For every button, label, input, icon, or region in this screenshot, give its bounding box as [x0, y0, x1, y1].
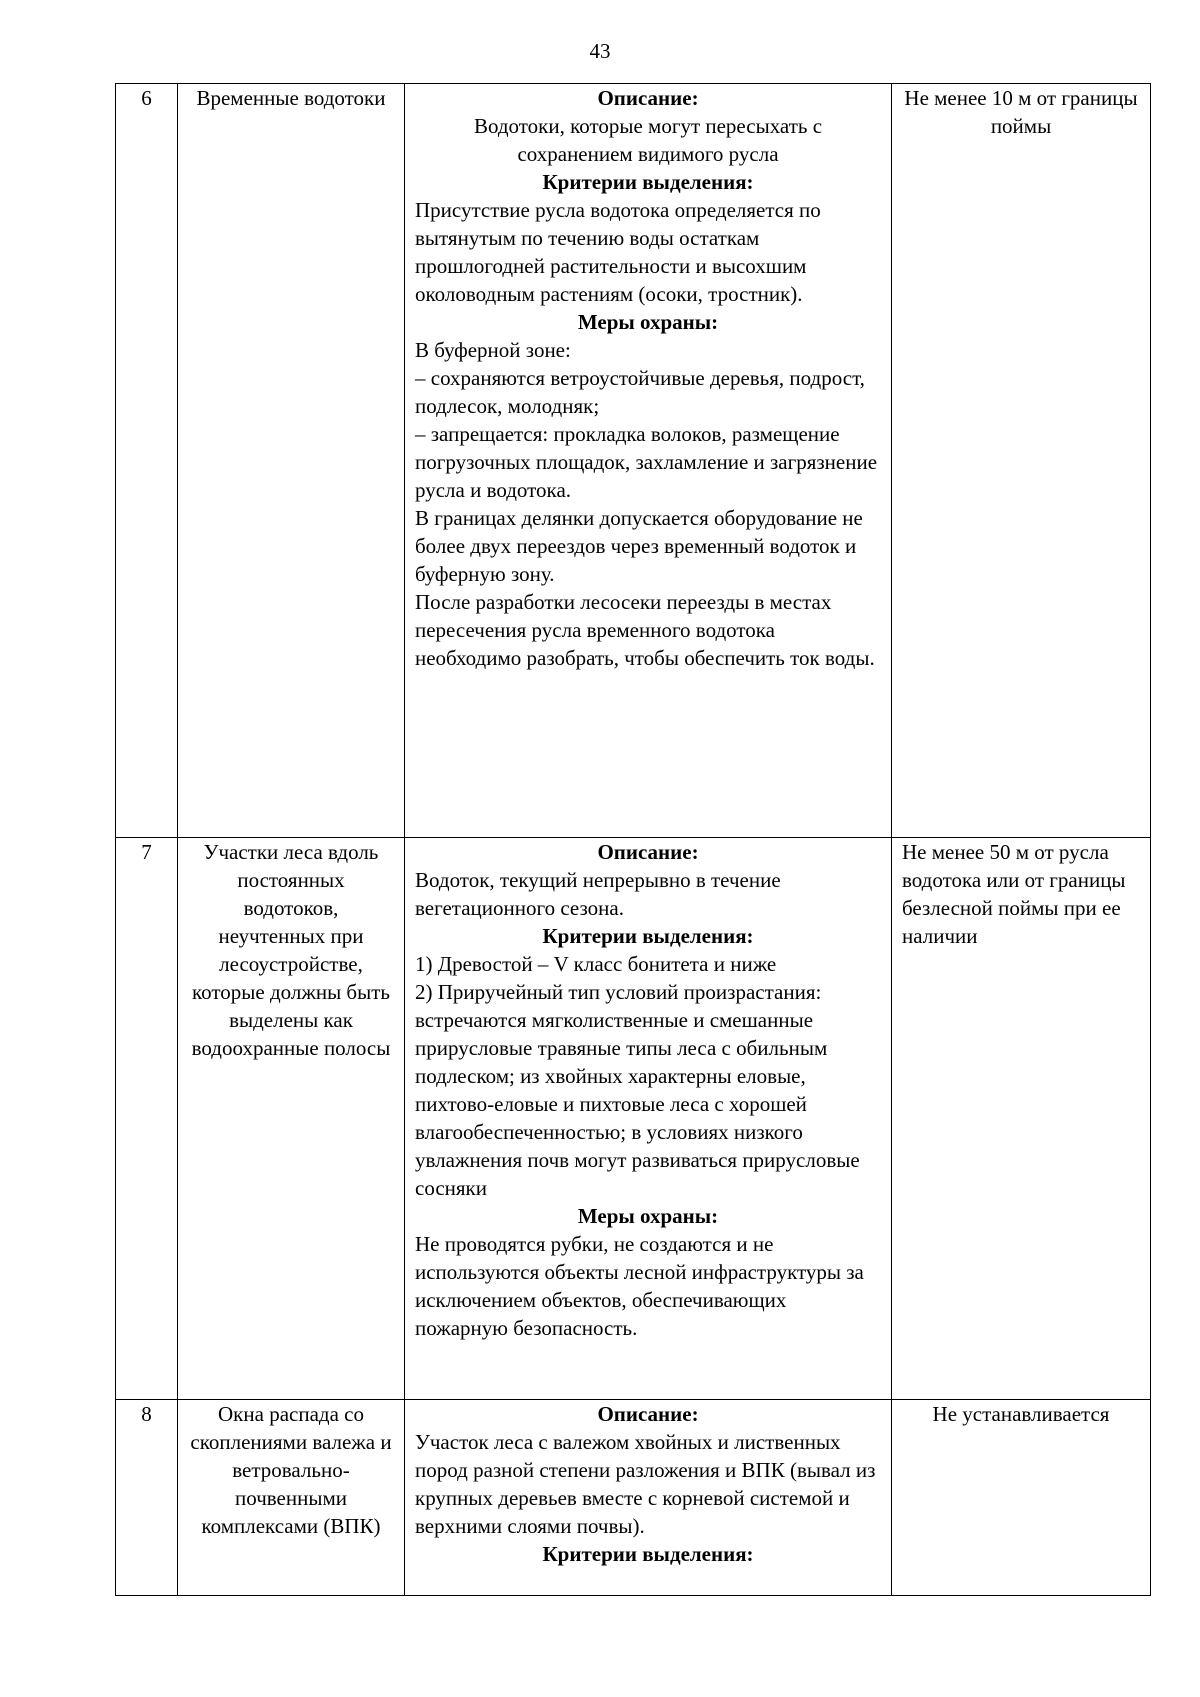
protection-heading: Меры охраны:	[577, 1204, 719, 1228]
description-heading: Описание:	[597, 1402, 699, 1426]
description-text: Водотоки, которые могут пересыхать с сохранением видимого русла	[473, 114, 823, 166]
protection-line: В буферной зоне:	[415, 338, 571, 362]
row-number: 7	[116, 838, 178, 1400]
buffer-zone: Не менее 50 м от русла водотока или от границы безлесной поймы при ее наличии	[892, 838, 1151, 1400]
description-text: Участок леса с валежом хвойных и лиственных пород разной степени разложения и ВПК (вывал из крупных деревьев вместе с корневой системой и верхними слоями почвы).	[415, 1430, 876, 1538]
protection-line: – запрещается: прокладка волоков, размещение погрузочных площадок, захламление и загрязнение русла и водотока.	[415, 422, 878, 502]
criteria-heading: Критерии выделения:	[542, 1542, 754, 1566]
protected-areas-table	[115, 83, 1151, 1596]
buffer-zone: Не устанавливается	[892, 1400, 1151, 1596]
table-row	[116, 1400, 1151, 1596]
criteria-heading: Критерии выделения:	[542, 924, 754, 948]
criteria-heading: Критерии выделения:	[542, 170, 754, 194]
row-number: 8	[116, 1400, 178, 1596]
protection-text: Не проводятся рубки, не создаются и не используются объекты лесной инфраструктуры за исключением объектов, обеспечивающих пожарную безопасность.	[415, 1232, 864, 1340]
description-heading: Описание:	[597, 86, 699, 110]
protection-line: В границах делянки допускается оборудование не более двух переездов через временный водоток и буферную зону.	[415, 506, 863, 586]
protection-line: После разработки лесосеки переезды в местах пересечения русла временного водотока необходимо разобрать, чтобы обеспечить ток воды.	[415, 590, 875, 670]
row-number: 6	[116, 84, 178, 838]
criteria-text: Присутствие русла водотока определяется по вытянутым по течению воды остаткам прошлогодней растительности и высохшим околоводным растениям (осоки, тростник).	[415, 198, 821, 306]
protection-heading: Меры охраны:	[577, 310, 719, 334]
description-cell	[405, 1400, 892, 1596]
object-name: Временные водотоки	[178, 84, 405, 838]
page-number: 43	[589, 39, 611, 63]
description-heading: Описание:	[597, 840, 699, 864]
table-row	[116, 838, 1151, 1400]
description-text: Водоток, текущий непрерывно в течение вегетационного сезона.	[415, 868, 781, 920]
object-name: Участки леса вдоль постоянных водотоков, неучтенных при лесоустройстве, которые должны быть выделены как водоохранные полосы	[178, 838, 405, 1400]
description-cell	[405, 84, 892, 838]
criteria-line: 2) Приручейный тип условий произрастания: встречаются мягколиственные и смешанные прирусловые травяные типы леса с обильным подлеском; из хвойных характерны еловые, пихтово-еловые и пихтовые леса с хорошей влагообеспеченностью; в условиях низкого увлажнения почв могут развиваться прирусловые сосняки	[415, 980, 860, 1200]
object-name: Окна распада со скоплениями валежа и ветровально-почвенными комплексами (ВПК)	[178, 1400, 405, 1596]
buffer-zone: Не менее 10 м от границы поймы	[892, 84, 1151, 838]
description-cell	[405, 838, 892, 1400]
criteria-line: 1) Древостой – V класс бонитета и ниже	[415, 952, 777, 976]
protection-line: – сохраняются ветроустойчивые деревья, подрост, подлесок, молодняк;	[415, 366, 865, 418]
table-row	[116, 84, 1151, 838]
